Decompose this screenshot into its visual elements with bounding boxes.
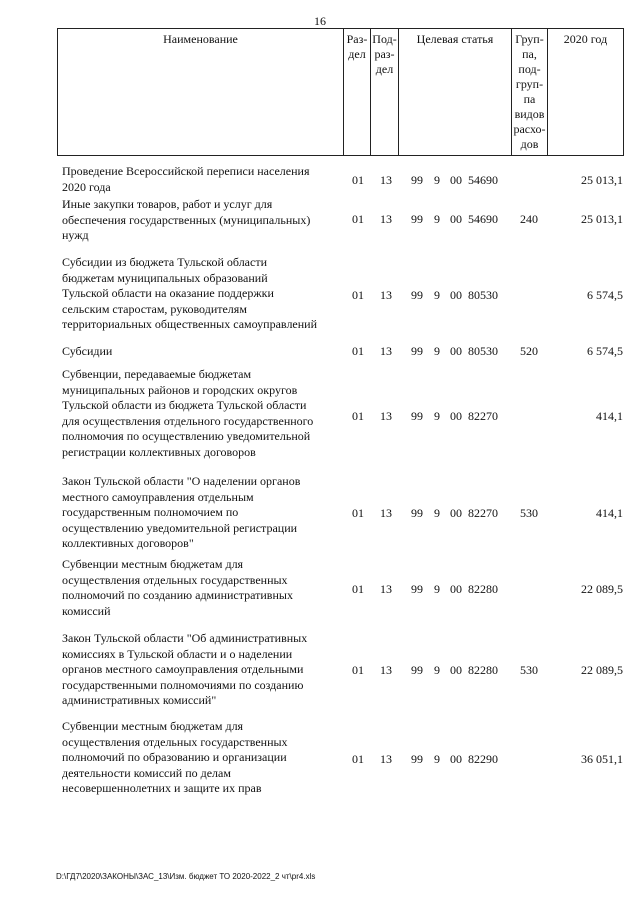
row-cs-sub: 9 [434, 288, 440, 302]
row-razdel: 01 [352, 173, 364, 187]
row-cs-main: 00 [450, 663, 462, 677]
row-cs-direction: 80530 [468, 288, 498, 302]
row-podrazdel: 13 [380, 752, 392, 766]
row-razdel: 01 [352, 582, 364, 596]
header-year: 2020 год [563, 32, 608, 46]
row-cs-sub: 9 [434, 409, 440, 423]
file-path-footer: D:\ГД7\2020\ЗАКОНЫ\ЗАС_13\Изм. бюджет ТО 2020-2022_2 чт\pr4.xls [56, 872, 316, 881]
row-cs-sub: 9 [434, 582, 440, 596]
row-podrazdel: 13 [380, 409, 392, 423]
row-amount: 36 051,1 [581, 752, 623, 766]
row-podrazdel: 13 [380, 663, 392, 677]
row-podrazdel: 13 [380, 582, 392, 596]
row-cs-direction: 80530 [468, 344, 498, 358]
row-cs-program: 99 [411, 663, 423, 677]
row-cs-main: 00 [450, 409, 462, 423]
row-name: Закон Тульской области "О наделении органов местного самоуправления отдельным государственным полномочием по осуществлению уведомительной регистрации коллективных договоров" [62, 474, 301, 551]
header-podrazdel: Под- раз- дел [371, 29, 399, 155]
row-amount: 22 089,5 [581, 663, 623, 677]
row-razdel: 01 [352, 506, 364, 520]
row-name: Иные закупки товаров, работ и услуг для обеспечения государственных (муниципальных) нужд [62, 197, 311, 243]
row-cs-sub: 9 [434, 663, 440, 677]
row-cs-main: 00 [450, 506, 462, 520]
row-podrazdel: 13 [380, 173, 392, 187]
header-celevaya: Целевая статья [399, 29, 512, 155]
row-cs-program: 99 [411, 409, 423, 423]
row-cs-direction: 54690 [468, 212, 498, 226]
row-razdel: 01 [352, 344, 364, 358]
table-row [57, 719, 624, 799]
table-row [57, 631, 624, 711]
row-vid: 520 [520, 344, 538, 358]
row-cs-sub: 9 [434, 344, 440, 358]
row-cs-program: 99 [411, 752, 423, 766]
row-cs-program: 99 [411, 212, 423, 226]
row-razdel: 01 [352, 288, 364, 302]
row-cs-direction: 82280 [468, 582, 498, 596]
row-cs-main: 00 [450, 752, 462, 766]
row-cs-sub: 9 [434, 506, 440, 520]
page-number: 16 [314, 14, 326, 28]
row-cs-sub: 9 [434, 212, 440, 226]
row-cs-main: 00 [450, 344, 462, 358]
row-podrazdel: 13 [380, 212, 392, 226]
row-cs-sub: 9 [434, 752, 440, 766]
row-amount: 414,1 [596, 506, 623, 520]
row-razdel: 01 [352, 752, 364, 766]
row-podrazdel: 13 [380, 288, 392, 302]
row-cs-direction: 82270 [468, 409, 498, 423]
row-amount: 414,1 [596, 409, 623, 423]
row-cs-direction: 54690 [468, 173, 498, 187]
header-name: Наименование [58, 29, 344, 155]
table-header [57, 28, 624, 156]
row-podrazdel: 13 [380, 506, 392, 520]
row-name: Проведение Всероссийской переписи населения 2020 года [62, 164, 310, 194]
row-cs-program: 99 [411, 506, 423, 520]
row-cs-main: 00 [450, 173, 462, 187]
row-cs-direction: 82290 [468, 752, 498, 766]
table-row [57, 474, 624, 554]
row-amount: 25 013,1 [581, 173, 623, 187]
row-cs-program: 99 [411, 582, 423, 596]
row-amount: 6 574,5 [587, 344, 623, 358]
row-name: Закон Тульской области "Об административных комиссиях в Тульской области и о наделении органов местного самоуправления отдельными государственными полномочиями по созданию административных комиссий" [62, 631, 308, 708]
table-row [57, 255, 624, 335]
row-cs-direction: 82280 [468, 663, 498, 677]
header-vid: Груп- па, под- груп- па видов расхо- дов [512, 29, 548, 155]
row-name: Субсидии [62, 344, 113, 358]
row-amount: 6 574,5 [587, 288, 623, 302]
row-vid: 530 [520, 506, 538, 520]
row-cs-program: 99 [411, 173, 423, 187]
row-cs-main: 00 [450, 288, 462, 302]
table-row [57, 344, 624, 362]
header-razdel: Раз- дел [344, 29, 371, 155]
row-cs-main: 00 [450, 582, 462, 596]
row-vid: 240 [520, 212, 538, 226]
row-cs-direction: 82270 [468, 506, 498, 520]
row-cs-sub: 9 [434, 173, 440, 187]
row-name: Субвенции, передаваемые бюджетам муниципальных районов и городских округов Тульской области из бюджета Тульской области для осуществления отдельного государственного полномочия по осуществлению уведомительной регистрации коллективных договоров [62, 367, 314, 459]
row-name: Субвенции местным бюджетам для осуществления отдельных государственных полномочий по образованию и организации деятельности комиссий по делам несовершеннолетних и защите их прав [62, 719, 288, 796]
row-podrazdel: 13 [380, 344, 392, 358]
table-row [57, 367, 624, 463]
row-name: Субсидии из бюджета Тульской области бюджетам муниципальных образований Тульской области на оказание поддержки сельским старостам, руководителям территориальных общественных самоуправлений [62, 255, 318, 332]
table-row [57, 197, 624, 245]
row-razdel: 01 [352, 663, 364, 677]
row-cs-main: 00 [450, 212, 462, 226]
row-razdel: 01 [352, 212, 364, 226]
table-row [57, 164, 624, 196]
row-name: Субвенции местным бюджетам для осуществления отдельных государственных полномочий по созданию административных комиссий [62, 557, 293, 618]
row-razdel: 01 [352, 409, 364, 423]
row-cs-program: 99 [411, 288, 423, 302]
row-cs-program: 99 [411, 344, 423, 358]
row-amount: 25 013,1 [581, 212, 623, 226]
row-amount: 22 089,5 [581, 582, 623, 596]
table-row [57, 557, 624, 621]
row-vid: 530 [520, 663, 538, 677]
